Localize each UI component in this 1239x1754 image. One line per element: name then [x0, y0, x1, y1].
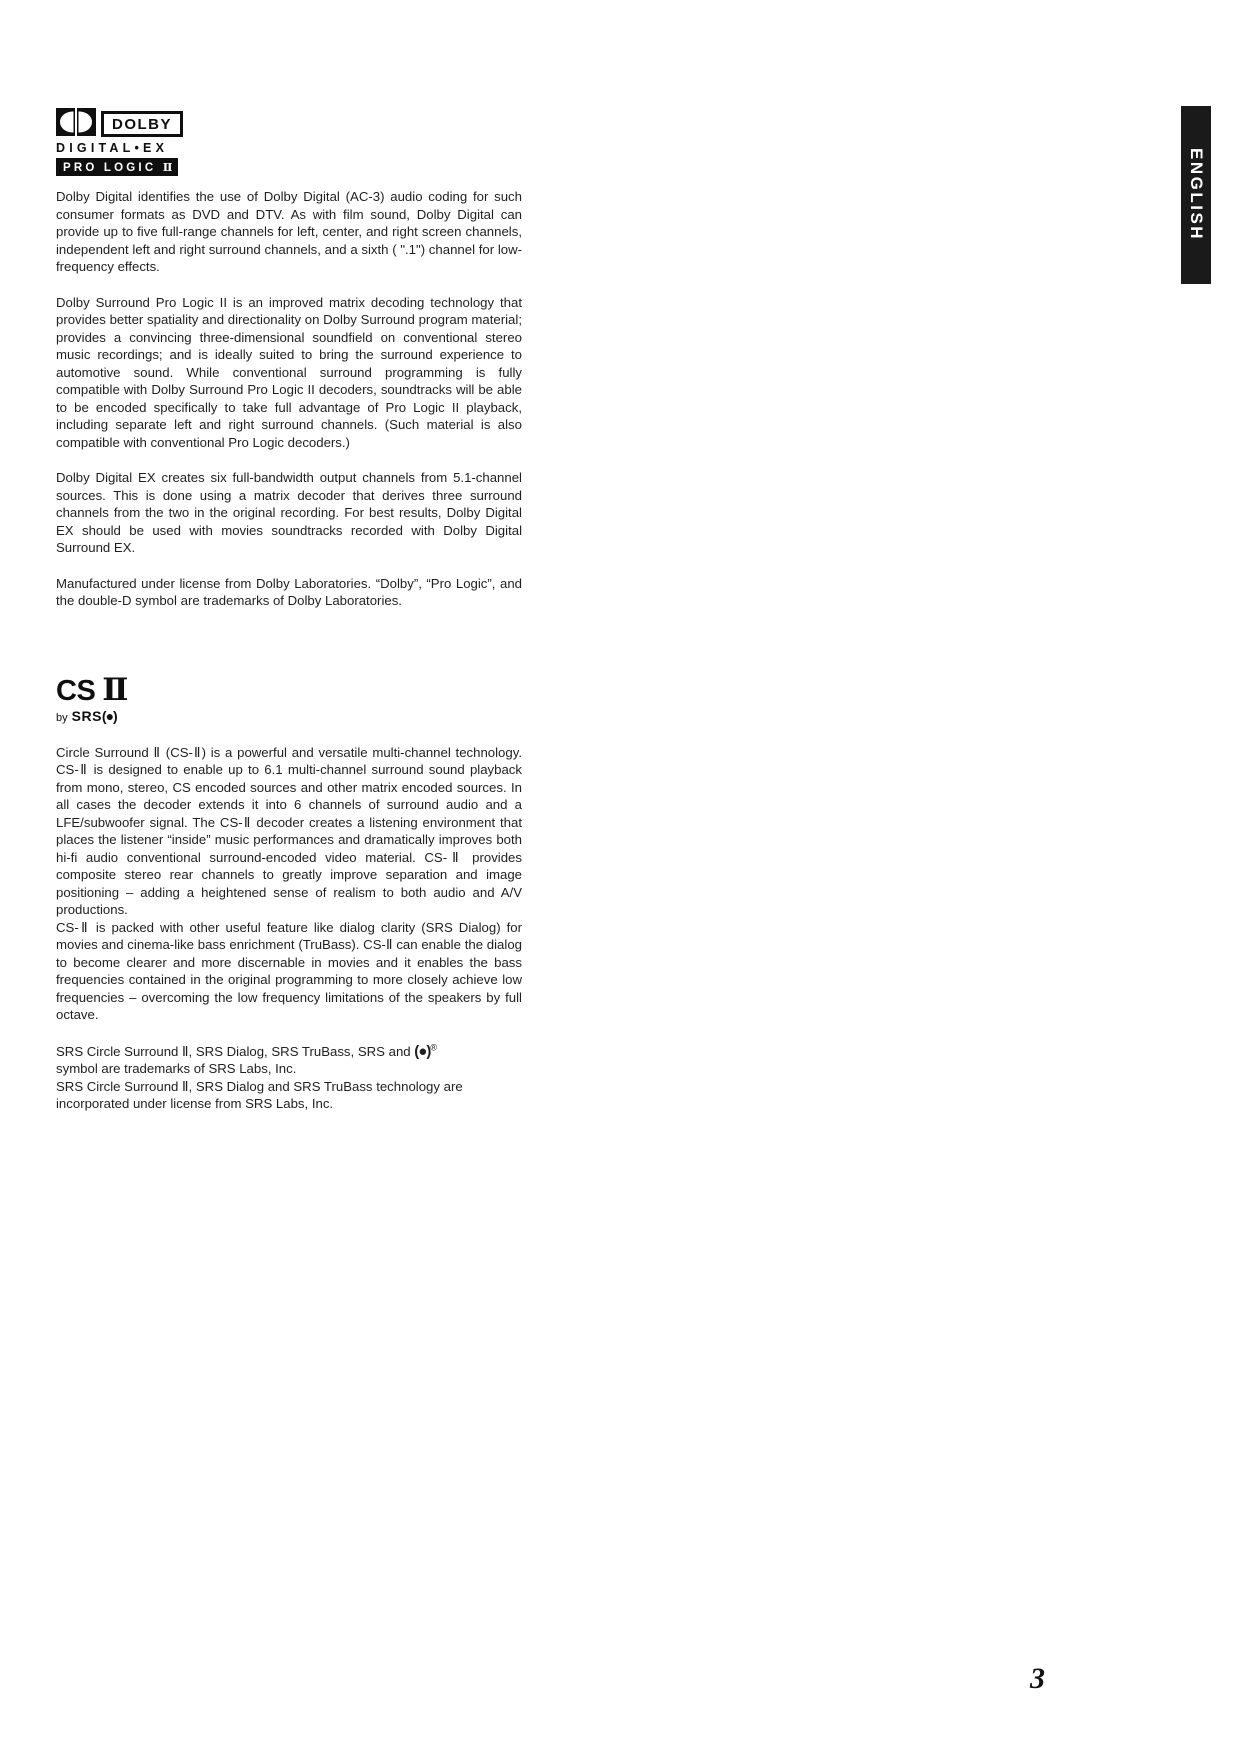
- language-tab: ENGLISH: [1181, 106, 1211, 284]
- dolby-paragraph-2: Dolby Surround Pro Logic II is an improved matrix decoding technology that provides better spatiality and directionality on Dolby Surround program material; provides a convincing three-dimensional soundfield on conventional stereo music recordings; and is ideally suited to bring the surround experience to automotive sound. While conventional surround programming is fully compatible with Dolby Surround Pro Logic II decoders, soundtracks will be able to be encoded specifically to take full advantage of Pro Logic II playback, including separate left and right surround channels. (Such material is also compatible with conventional Pro Logic decoders.): [56, 294, 522, 450]
- dolby-trademark-notice: Manufactured under license from Dolby Laboratories. “Dolby”, “Pro Logic”, and the double-D symbol are trademarks of Dolby Laboratories.: [56, 575, 522, 608]
- cs2-logo: [56, 672, 522, 724]
- srs-circle-dot-icon: (●): [101, 707, 117, 724]
- dolby-wordmark: DOLBY: [101, 111, 183, 137]
- pro-logic-numeral: Ⅱ: [162, 162, 173, 174]
- page-number: 3: [1030, 1662, 1045, 1695]
- cs-numeral: Ⅱ: [102, 671, 129, 707]
- cs-wordmark: CS: [56, 674, 96, 707]
- pro-logic-text: PRO LOGIC: [63, 162, 157, 174]
- text-column: [56, 110, 522, 1113]
- registered-mark-icon: ®: [430, 1042, 437, 1053]
- dolby-paragraph-3: Dolby Digital EX creates six full-bandwidth output channels from 5.1-channel sources. This is done using a matrix decoder that derives three surround channels from the two in the original recording. For best results, Dolby Digital EX should be used with movies soundtracks recorded with Dolby Digital Surround EX.: [56, 470, 522, 555]
- dolby-double-d-icon: [56, 108, 96, 141]
- srs-paragraph-2: CS-Ⅱ is packed with other useful feature like dialog clarity (SRS Dialog) for movies and cinema-like bass enrichment (TruBass). CS-Ⅱ can enable the dialog to become clearer and more discernable in movies and it enables the bass frequencies contained in the original programming to more closely achieve low frequencies – overcoming the low frequency limitations of the speakers by full octave.: [56, 919, 522, 1022]
- dolby-logo: [56, 110, 522, 176]
- srs-trademark-text: SRS Circle Surround Ⅱ, SRS Dialog, SRS TruBass, SRS and: [56, 1043, 415, 1059]
- by-label: by: [56, 711, 68, 724]
- srs-trademark-line-2: symbol are trademarks of SRS Labs, Inc.: [56, 1061, 297, 1076]
- srs-wordmark: SRS: [71, 707, 102, 724]
- dolby-digital-ex-label: DIGITAL•EX: [56, 141, 169, 155]
- srs-trademark-notice: [56, 1043, 522, 1113]
- dolby-logo-row: [56, 110, 522, 138]
- cs2-byline: [56, 708, 522, 724]
- srs-trademark-line-1: [56, 1043, 522, 1061]
- dolby-paragraph-1: Dolby Digital identifies the use of Dolby Digital (AC-3) audio coding for such consumer formats as DVD and DTV. As with film sound, Dolby Digital can provide up to five full-range channels for left, center, and right screen channels, independent left and right surround channels, and a sixth ( ".1") channel for low-frequency effects.: [56, 189, 522, 274]
- dolby-pro-logic-badge: [56, 158, 178, 176]
- srs-trademark-line-3: SRS Circle Surround Ⅱ, SRS Dialog and SRS TruBass technology are incorporated under license from SRS Labs, Inc.: [56, 1078, 463, 1111]
- srs-paragraph-1: Circle Surround Ⅱ (CS-Ⅱ) is a powerful and versatile multi-channel technology. CS-Ⅱ is designed to enable up to 6.1 multi-channel surround sound playback from mono, stereo, CS encoded sources and other matrix encoded sources. In all cases the decoder extends it into 6 channels of surround audio and a LFE/subwoofer signal. The CS-Ⅱ decoder creates a listening environment that places the listener “inside” music performances and dramatically improves both hi-fi audio conventional surround-encoded video material. CS-Ⅱ provides composite stereo rear channels to greatly improve separation and image positioning – adding a heightened sense of realism to both audio and A/V productions.: [56, 744, 522, 917]
- cs2-wordmark-row: [56, 672, 522, 708]
- srs-circle-dot-icon: (●): [414, 1042, 431, 1060]
